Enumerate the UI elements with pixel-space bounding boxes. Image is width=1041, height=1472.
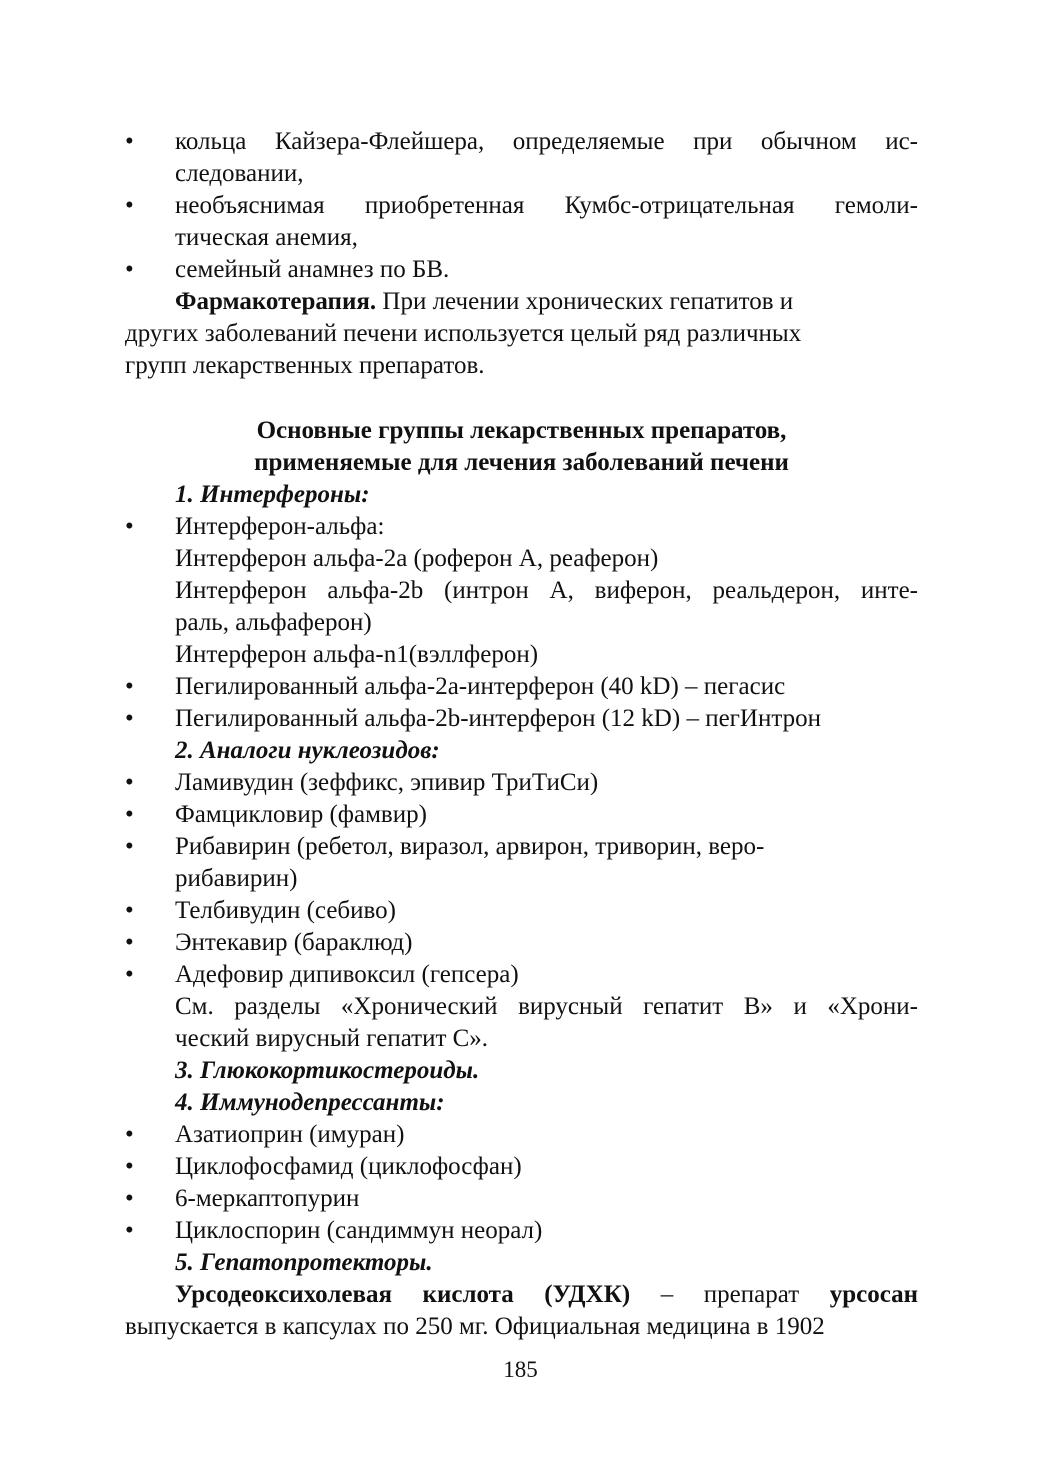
bullet: • (125, 769, 134, 796)
list-item-text: Ламивудин (зеффикс, эпивир ТриТиСи) (175, 769, 599, 796)
subheading-immunosuppressants: 4. Иммунодепрессанты: (175, 1089, 445, 1116)
list-item (125, 1215, 918, 1247)
bullet: • (125, 833, 134, 860)
bullet: • (125, 897, 134, 924)
section-heading: применяемые для лечения заболеваний печени (254, 449, 789, 476)
bullet: • (125, 1217, 134, 1244)
list-item (125, 1183, 918, 1215)
text-line: тическая анемия, (175, 224, 358, 251)
list-item (125, 799, 918, 831)
paragraph-line: Фармакотерапия. При лечении хронических гепатитов и (175, 288, 794, 315)
list-item-text: Энтекавир (бараклюд) (175, 929, 413, 956)
list-item (125, 767, 918, 799)
text-line: следовании, (175, 160, 304, 187)
bullet: • (125, 673, 134, 700)
list-item-text: Пегилированный альфа-2а-интерферон (40 kD) – пегасис (175, 673, 786, 700)
list-item (125, 511, 918, 543)
list-item-text: Рибавирин (ребетол, виразол, арвирон, триворин, веро- (175, 833, 765, 860)
text-line: ческий вирусный гепатит С». (175, 1025, 489, 1052)
paragraph-line: выпускается в капсулах по 250 мг. Официальная медицина в 1902 (125, 1313, 825, 1340)
list-item-text: Азатиоприн (имуран) (175, 1121, 405, 1148)
paragraph-line: Урсодеоксихолевая кислота (УДХК) – препарат урсосан (175, 1281, 918, 1308)
list-item-text: Фамцикловир (фамвир) (175, 801, 427, 828)
spacer (125, 382, 918, 415)
list-item (125, 671, 918, 703)
list-item-text: Интерферон-альфа: (175, 513, 385, 540)
term-udca: Урсодеоксихолевая кислота (УДХК) (175, 1281, 631, 1308)
list-item (125, 895, 918, 927)
list-item-text: Телбивудин (себиво) (175, 897, 396, 924)
bullet: • (125, 961, 134, 988)
list-item (125, 927, 918, 959)
subheading-nucleoside-analogs: 2. Аналоги нуклеозидов: (175, 737, 440, 764)
bullet: • (125, 1153, 134, 1180)
section-heading: Основные группы лекарственных препаратов, (256, 417, 787, 444)
bullet: • (125, 1121, 134, 1148)
text-line: См. разделы «Хронический вирусный гепатит В» и «Хрони- (175, 993, 918, 1020)
list-item (125, 190, 918, 222)
list-item (125, 959, 918, 991)
list-item-text: Циклофосфамид (циклофосфан) (175, 1153, 522, 1180)
bullet: • (125, 192, 134, 219)
bullet: • (125, 256, 134, 283)
bullet: • (125, 801, 134, 828)
text-line: Интерферон альфа-2a (роферон А, реаферон) (175, 545, 659, 572)
paragraph-line: других заболеваний печени используется целый ряд различных (125, 320, 802, 347)
bullet: • (125, 705, 134, 732)
text-line: раль, альфаферон) (175, 609, 372, 636)
text-line: рибавирин) (175, 865, 298, 892)
list-item (125, 831, 918, 863)
list-item-text: кольца Кайзера-Флейшера, определяемые при обычном ис- (175, 128, 918, 155)
list-item (125, 254, 918, 286)
list-item-text: Циклоспорин (сандиммун неорал) (175, 1217, 543, 1244)
page-number: 185 (503, 1357, 538, 1382)
text-line: Интерферон альфа-n1(вэллферон) (175, 641, 539, 668)
list-item-text: Адефовир дипивоксил (гепсера) (175, 961, 519, 988)
term-ursosan: урсосан (829, 1281, 918, 1308)
bullet: • (125, 929, 134, 956)
term-pharmacotherapy: Фармакотерапия. (175, 288, 377, 315)
list-item (125, 703, 918, 735)
subheading-glucocorticosteroids: 3. Глюкокортикостероиды. (175, 1057, 480, 1084)
page-body (125, 126, 918, 1343)
list-item-text: семейный анамнез по БВ. (175, 256, 450, 283)
text-line: Интерферон альфа-2b (интрон А, виферон, реальдерон, инте- (175, 577, 918, 604)
list-item (125, 1151, 918, 1183)
list-item-text: 6-меркаптопурин (175, 1185, 360, 1212)
list-item-text: необъяснимая приобретенная Кумбс-отрицательная гемоли- (175, 192, 918, 219)
list-item (125, 1119, 918, 1151)
list-item-text: Пегилированный альфа-2b-интерферон (12 kD) – пегИнтрон (175, 705, 821, 732)
list-item (125, 126, 918, 158)
paragraph-line: групп лекарственных препаратов. (125, 352, 485, 379)
bullet: • (125, 513, 134, 540)
bullet: • (125, 128, 134, 155)
subheading-interferons: 1. Интерфероны: (175, 481, 370, 508)
bullet: • (125, 1185, 134, 1212)
subheading-hepatoprotectors: 5. Гепатопротекторы. (175, 1249, 433, 1276)
